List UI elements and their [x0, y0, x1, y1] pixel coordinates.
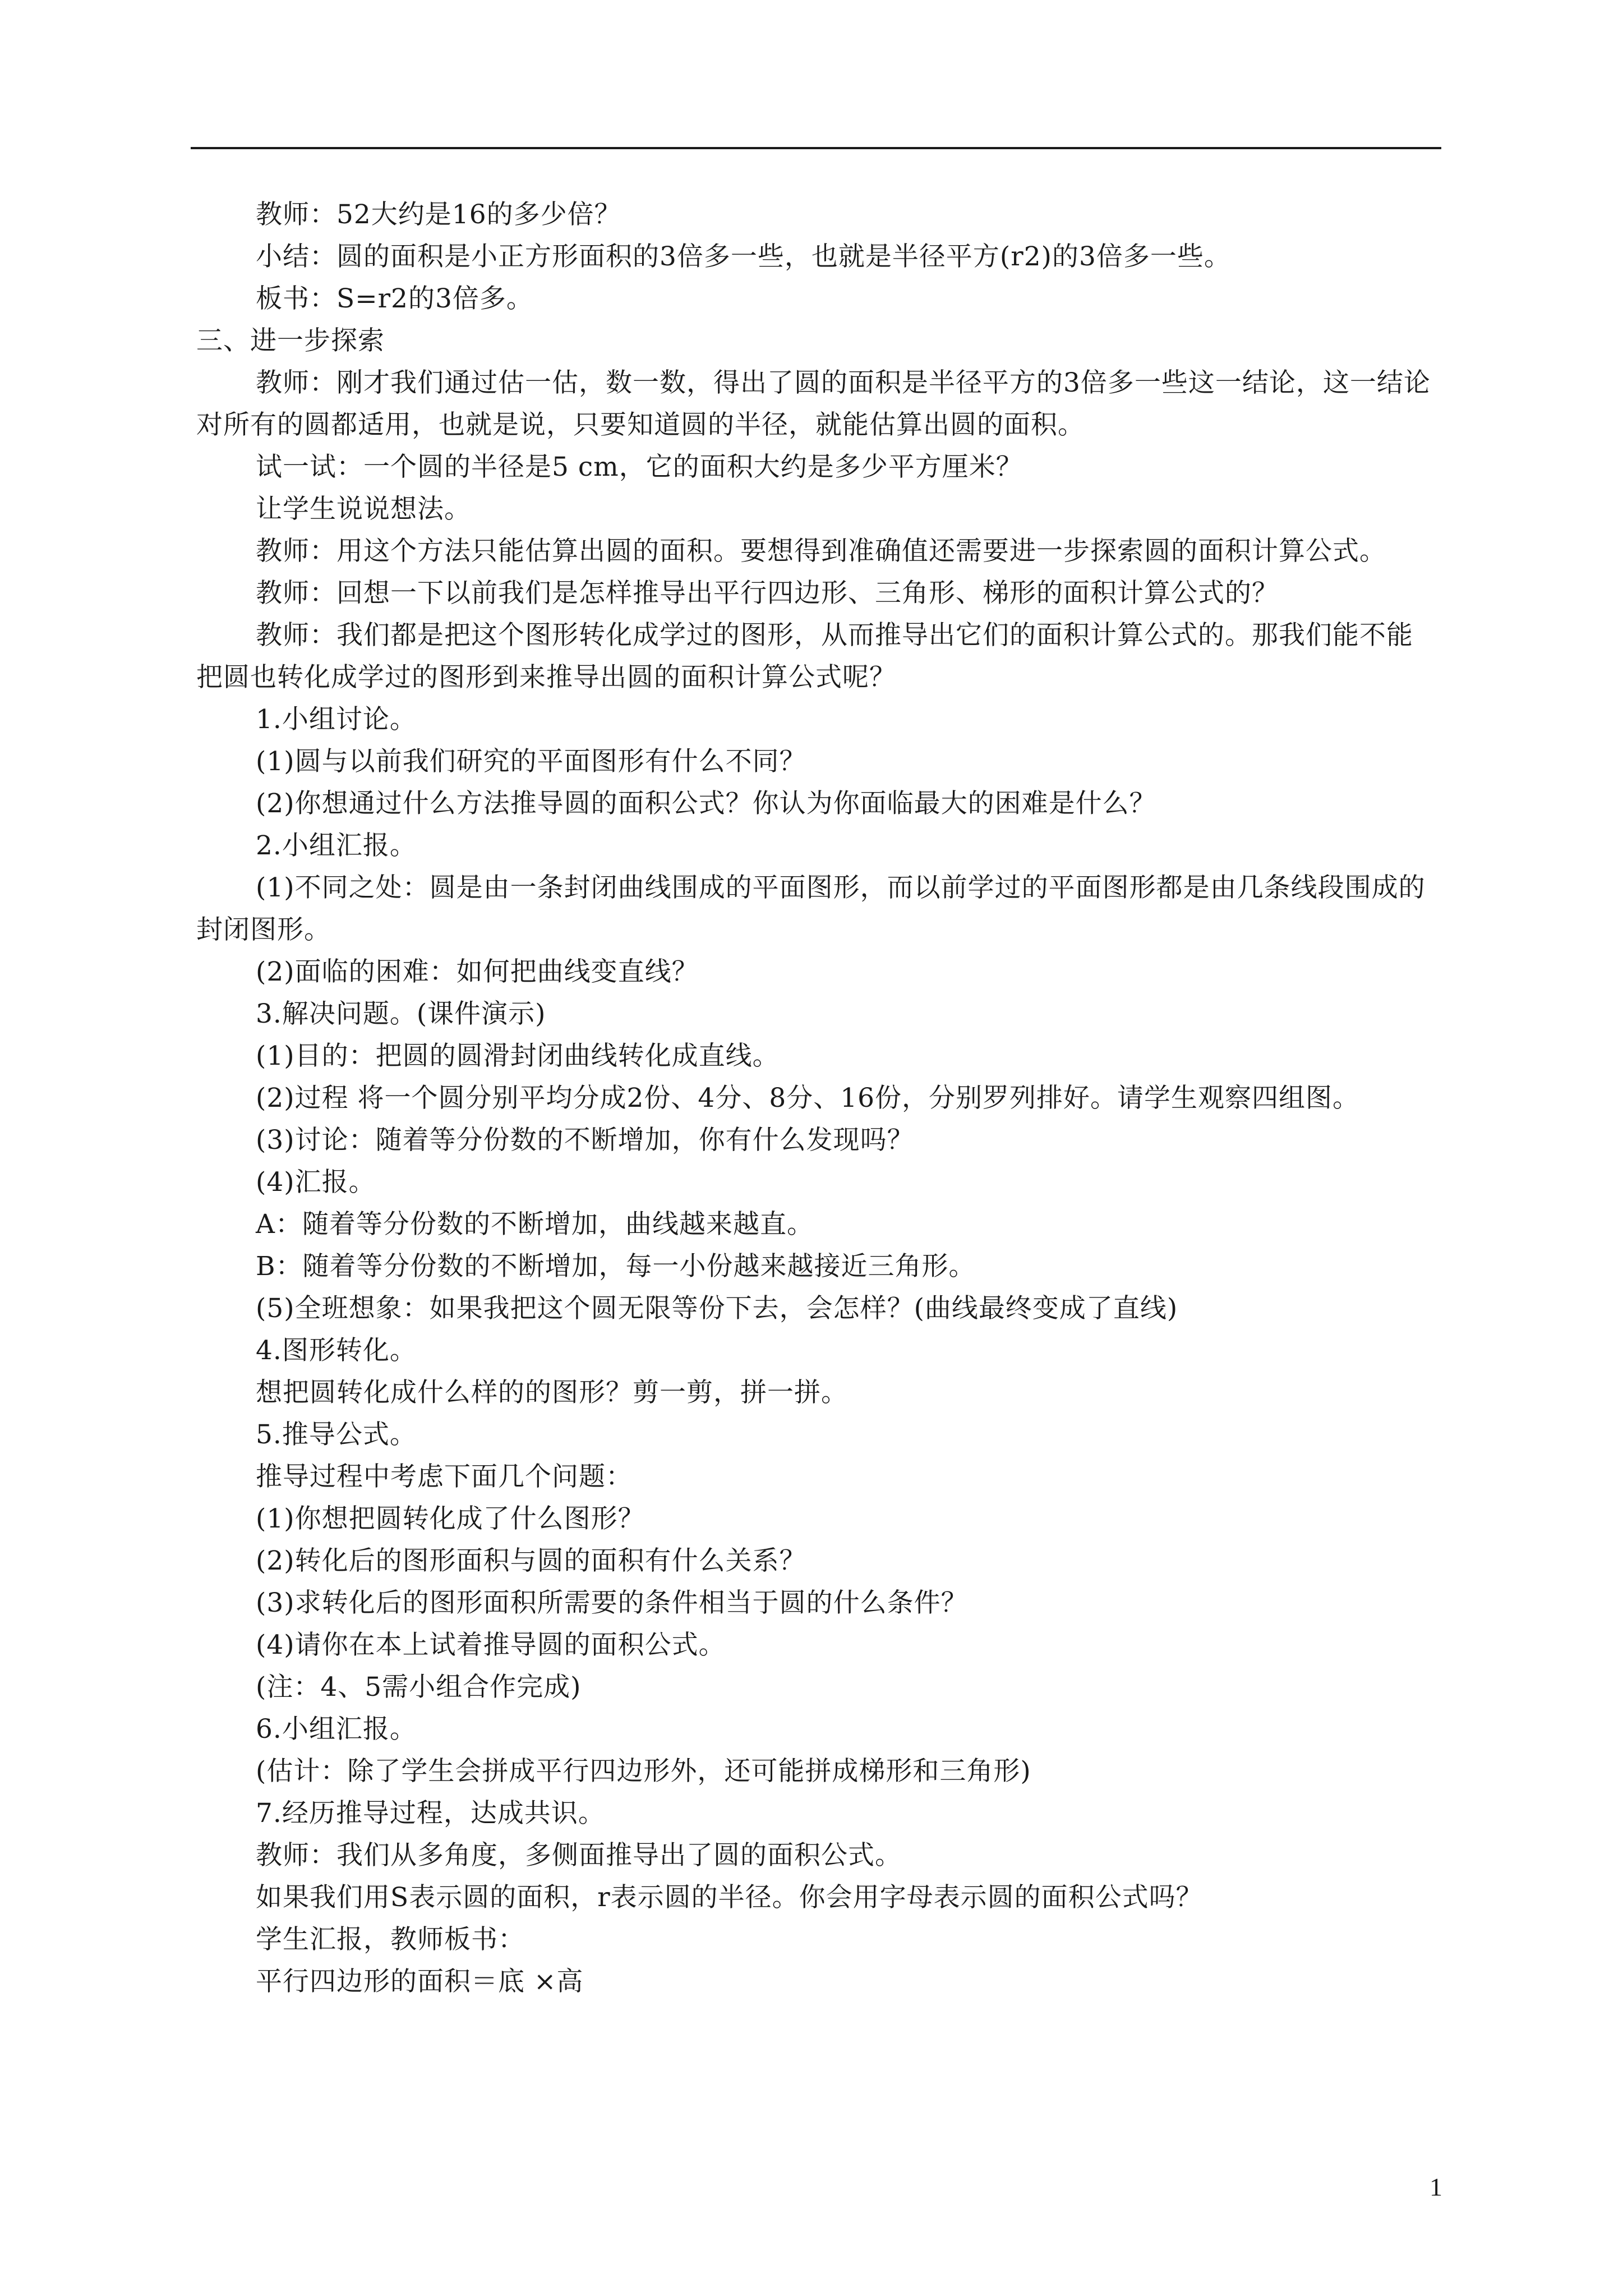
paragraph-line: 5.推导公式。	[256, 1419, 417, 1450]
paragraph-line: 7.经历推导过程，达成共识。	[256, 1798, 605, 1829]
paragraph-line: B：随着等分份数的不断增加，每一小份越来越接近三角形。	[256, 1251, 976, 1282]
paragraph-line: 教师：回想一下以前我们是怎样推导出平行四边形、三角形、梯形的面积计算公式的？	[256, 578, 1279, 609]
paragraph-line: 推导过程中考虑下面几个问题：	[256, 1461, 633, 1492]
paragraph-line: (3)讨论：随着等分份数的不断增加，你有什么发现吗？	[256, 1125, 914, 1156]
document-body	[196, 194, 1438, 2003]
paragraph-line: (1)你想把圆转化成了什么图形？	[256, 1503, 645, 1534]
paragraph-line: A：随着等分份数的不断增加，曲线越来越直。	[256, 1209, 814, 1240]
paragraph-line: 1.小组讨论。	[256, 704, 417, 735]
paragraph-line: 教师：用这个方法只能估算出圆的面积。要想得到准确值还需要进一步探索圆的面积计算公式。	[256, 536, 1386, 567]
paragraph-line: 小结：圆的面积是小正方形面积的3倍多一些，也就是半径平方(r2)的3倍多一些。	[256, 241, 1231, 272]
paragraph-line: (估计：除了学生会拼成平行四边形外，还可能拼成梯形和三角形)	[256, 1756, 1031, 1787]
paragraph-line: 教师：我们都是把这个图形转化成学过的图形，从而推导出它们的面积计算公式的。那我们能不能把圆也转化成学过的图形到来推导出圆的面积计算公式呢？	[196, 620, 1413, 693]
paragraph-line: 6.小组汇报。	[256, 1714, 417, 1745]
header-rule	[191, 147, 1441, 149]
paragraph-line: (注：4、5需小组合作完成)	[256, 1672, 582, 1703]
paragraph-line: 学生汇报，教师板书：	[256, 1924, 525, 1955]
paragraph-line: (4)请你在本上试着推导圆的面积公式。	[256, 1630, 726, 1660]
paragraph-line: 3.解决问题。(课件演示)	[256, 999, 546, 1029]
paragraph-line: 2.小组汇报。	[256, 830, 417, 861]
paragraph-line: (2)转化后的图形面积与圆的面积有什么关系？	[256, 1545, 806, 1576]
paragraph-line: (5)全班想象：如果我把这个圆无限等份下去，会怎样？(曲线最终变成了直线)	[256, 1293, 1178, 1324]
paragraph-line: (2)过程 将一个圆分别平均分成2份、4分、8分、16份，分别罗列排好。请学生观察四组图。	[256, 1083, 1360, 1114]
paragraph-line: (2)面临的困难：如何把曲线变直线？	[256, 956, 699, 987]
paragraph-line: 试一试：一个圆的半径是5 cm，它的面积大约是多少平方厘米？	[256, 452, 1023, 482]
paragraph-line: 平行四边形的面积＝底 ×高	[256, 1966, 584, 1997]
paragraph-line: 如果我们用S表示圆的面积，r表示圆的半径。你会用字母表示圆的面积公式吗？	[256, 1882, 1203, 1913]
paragraph-line: (1)目的：把圆的圆滑封闭曲线转化成直线。	[256, 1041, 780, 1071]
page-number: 1	[1430, 2173, 1442, 2201]
paragraph-line: 板书：S=r2的3倍多。	[256, 283, 533, 314]
paragraph-line: 教师：刚才我们通过估一估，数一数，得出了圆的面积是半径平方的3倍多一些这一结论，这一结论对所有的圆都适用，也就是说，只要知道圆的半径，就能估算出圆的面积。	[196, 367, 1431, 440]
paragraph-line: 想把圆转化成什么样的的图形？剪一剪，拼一拼。	[256, 1377, 848, 1408]
paragraph-line: (1)圆与以前我们研究的平面图形有什么不同？	[256, 746, 806, 777]
paragraph-line: 4.图形转化。	[256, 1335, 417, 1366]
paragraph-line: (2)你想通过什么方法推导圆的面积公式？你认为你面临最大的困难是什么？	[256, 788, 1156, 819]
paragraph-line: (3)求转化后的图形面积所需要的条件相当于圆的什么条件？	[256, 1588, 968, 1618]
paragraph-line: 让学生说说想法。	[256, 494, 471, 524]
paragraph-line: 教师：52大约是16的多少倍？	[256, 199, 621, 230]
paragraph-line: 三、进一步探索	[196, 325, 385, 356]
paragraph-line: 教师：我们从多角度，多侧面推导出了圆的面积公式。	[256, 1840, 902, 1871]
paragraph-line: (1)不同之处：圆是由一条封闭曲线围成的平面图形，而以前学过的平面图形都是由几条线段围成的封闭图形。	[196, 872, 1426, 945]
paragraph-line: (4)汇报。	[256, 1167, 376, 1198]
